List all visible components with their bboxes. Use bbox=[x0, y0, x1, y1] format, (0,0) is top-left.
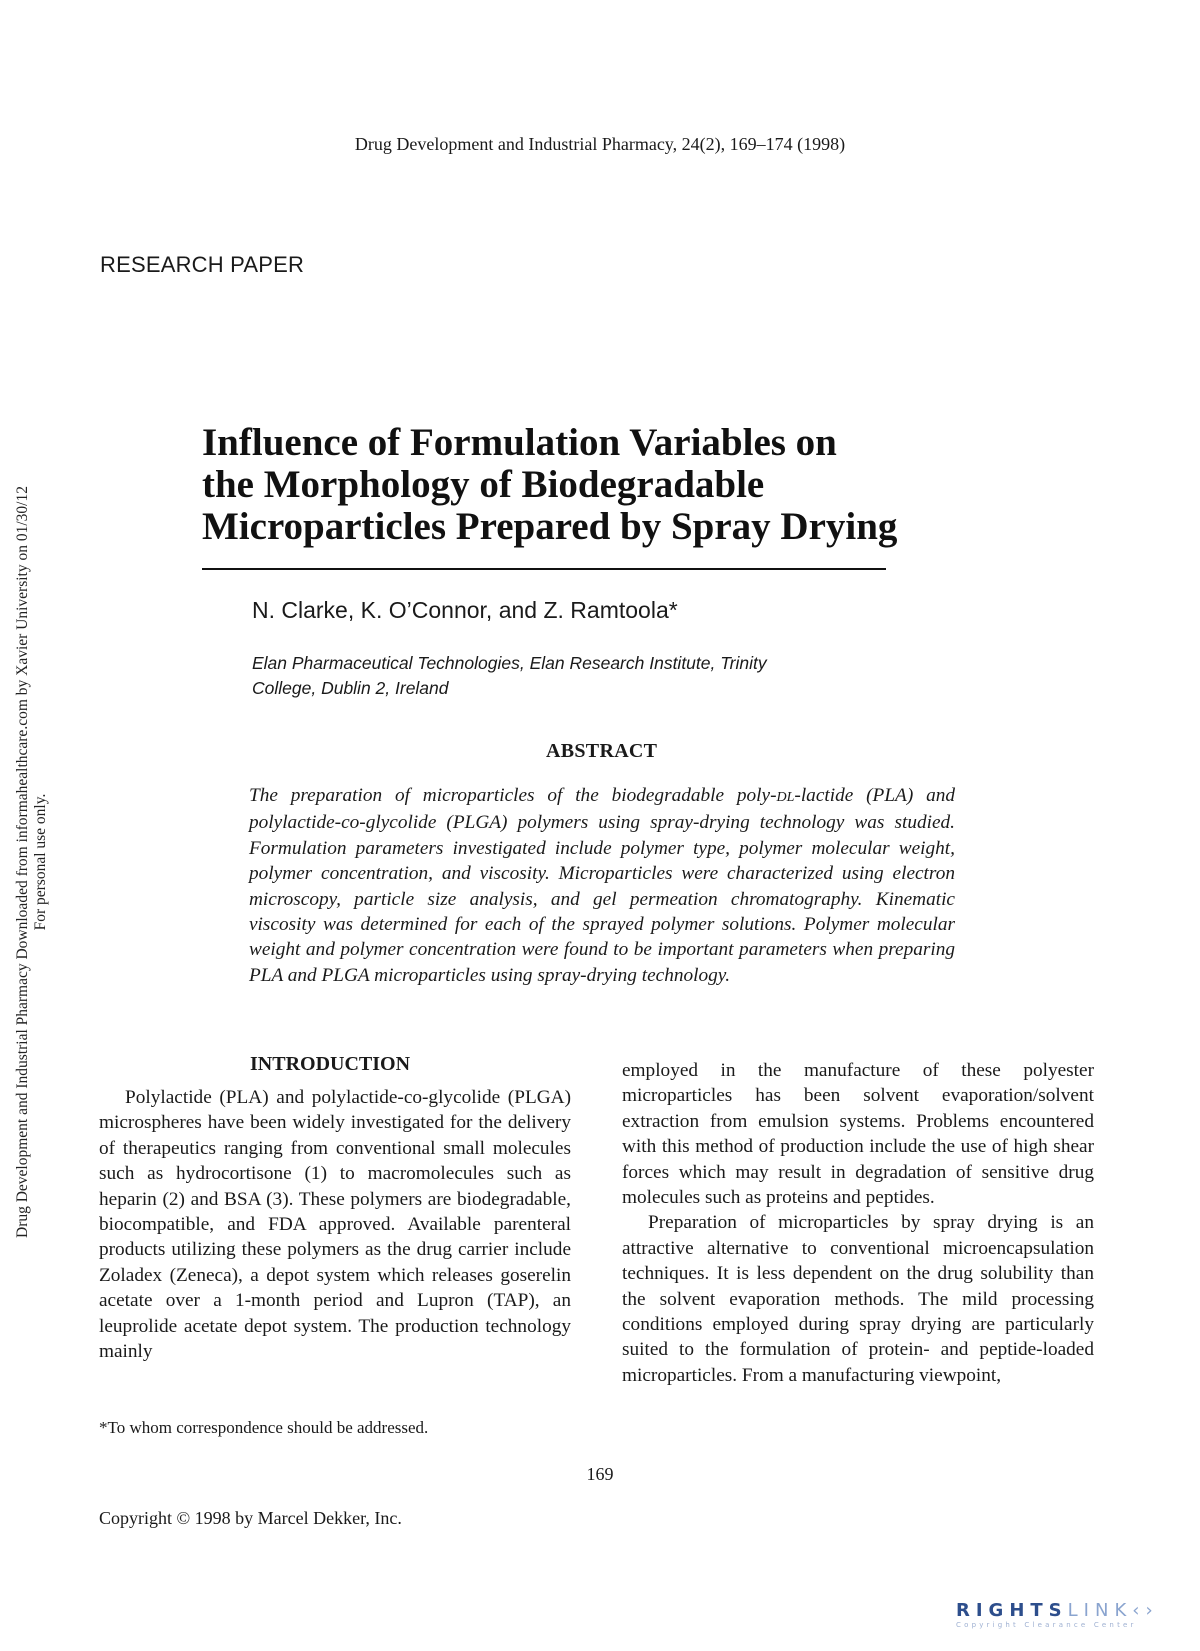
article-title bbox=[202, 422, 962, 548]
rightslink-logo-light: LINK bbox=[1067, 1600, 1133, 1621]
copyright-notice: Copyright © 1998 by Marcel Dekker, Inc. bbox=[99, 1508, 402, 1528]
rightslink-arrow-icon: ‹› bbox=[1132, 1600, 1159, 1621]
intro-paragraph-3: Preparation of microparticles by spray drying is an attractive alternative to conventional microencapsulation techniques. It is less dependent on the drug solubility than the solvent evaporation methods. The mild processing conditions employed during spray drying are particularly suited to the formulation of protein- and peptide-loaded microparticles. From a manufacturing viewpoint, bbox=[622, 1212, 1094, 1386]
introduction-heading: INTRODUCTION bbox=[250, 1053, 411, 1075]
affiliation-line-1: Elan Pharmaceutical Technologies, Elan Research Institute, Trinity bbox=[252, 653, 767, 673]
page-number: 169 bbox=[586, 1464, 614, 1484]
title-line-1: Influence of Formulation Variables on bbox=[202, 421, 837, 464]
title-line-3: Microparticles Prepared by Spray Drying bbox=[202, 505, 898, 548]
affiliation bbox=[252, 651, 872, 701]
section-tag: RESEARCH PAPER bbox=[100, 252, 305, 277]
rightslink-logo-dark: RIGHTS bbox=[956, 1600, 1068, 1621]
watermark-line-1: Drug Development and Industrial Pharmacy Downloaded from informahealthcare.com by Xavier University on 01/30/12 bbox=[14, 486, 31, 1238]
rightslink-subtitle: Copyright Clearance Center bbox=[956, 1621, 1137, 1629]
intro-paragraph-2: employed in the manufacture of these polyester microparticles has been solvent evaporation/solvent extraction from emulsion systems. Problems encountered with this method of production include the use of high shear forces which may result in degradation of sensitive drug molecules such as proteins and peptides. bbox=[622, 1060, 1094, 1209]
title-divider bbox=[202, 568, 886, 570]
right-column bbox=[622, 1058, 1094, 1388]
affiliation-line-2: College, Dublin 2, Ireland bbox=[252, 678, 449, 698]
abstract-smallcaps-dl: DL bbox=[776, 790, 795, 805]
title-line-2: the Morphology of Biodegradable bbox=[202, 463, 765, 506]
rightslink-logo[interactable] bbox=[956, 1600, 1159, 1629]
intro-paragraph-1: Polylactide (PLA) and polylactide-co-glycolide (PLGA) microspheres have been widely investigated for the delivery of therapeutics ranging from conventional small molecules such as hydrocortisone (1) to macromolecules such as heparin (2) and BSA (3). These polymers are biodegradable, biocompatible, and FDA approved. Available parenteral products utilizing these polymers as the drug carrier include Zoladex (Zeneca), a depot system which releases goserelin acetate over a 1-month period and Lupron (TAP), an leuprolide acetate depot system. The production technology mainly bbox=[99, 1087, 571, 1363]
abstract-text bbox=[249, 783, 955, 988]
journal-header: Drug Development and Industrial Pharmacy, 24(2), 169–174 (1998) bbox=[354, 134, 846, 154]
abstract-text-part-2: -lactide (PLA) and polylactide-co-glycolide (PLGA) polymers using spray-drying technology was studied. Formulation parameters investigated include polymer type, polymer molecular weight, polymer concentration, and viscosity. Microparticles were characterized using electron microscopy, particle size analysis, and gel permeation chromatography. Kinematic viscosity was determined for each of the sprayed polymer solutions. Polymer molecular weight and polymer concentration were found to be important parameters when preparing PLA and PLGA microparticles using spray-drying technology. bbox=[249, 785, 955, 986]
download-watermark bbox=[14, 486, 50, 1238]
watermark-line-2: For personal use only. bbox=[32, 793, 49, 931]
author-list: N. Clarke, K. O’Connor, and Z. Ramtoola* bbox=[252, 597, 678, 623]
left-column bbox=[99, 1059, 571, 1364]
abstract-heading: ABSTRACT bbox=[546, 740, 658, 762]
abstract-text-part-1: The preparation of microparticles of the biodegradable poly- bbox=[249, 785, 777, 806]
correspondence-footnote: *To whom correspondence should be addressed. bbox=[99, 1418, 429, 1437]
